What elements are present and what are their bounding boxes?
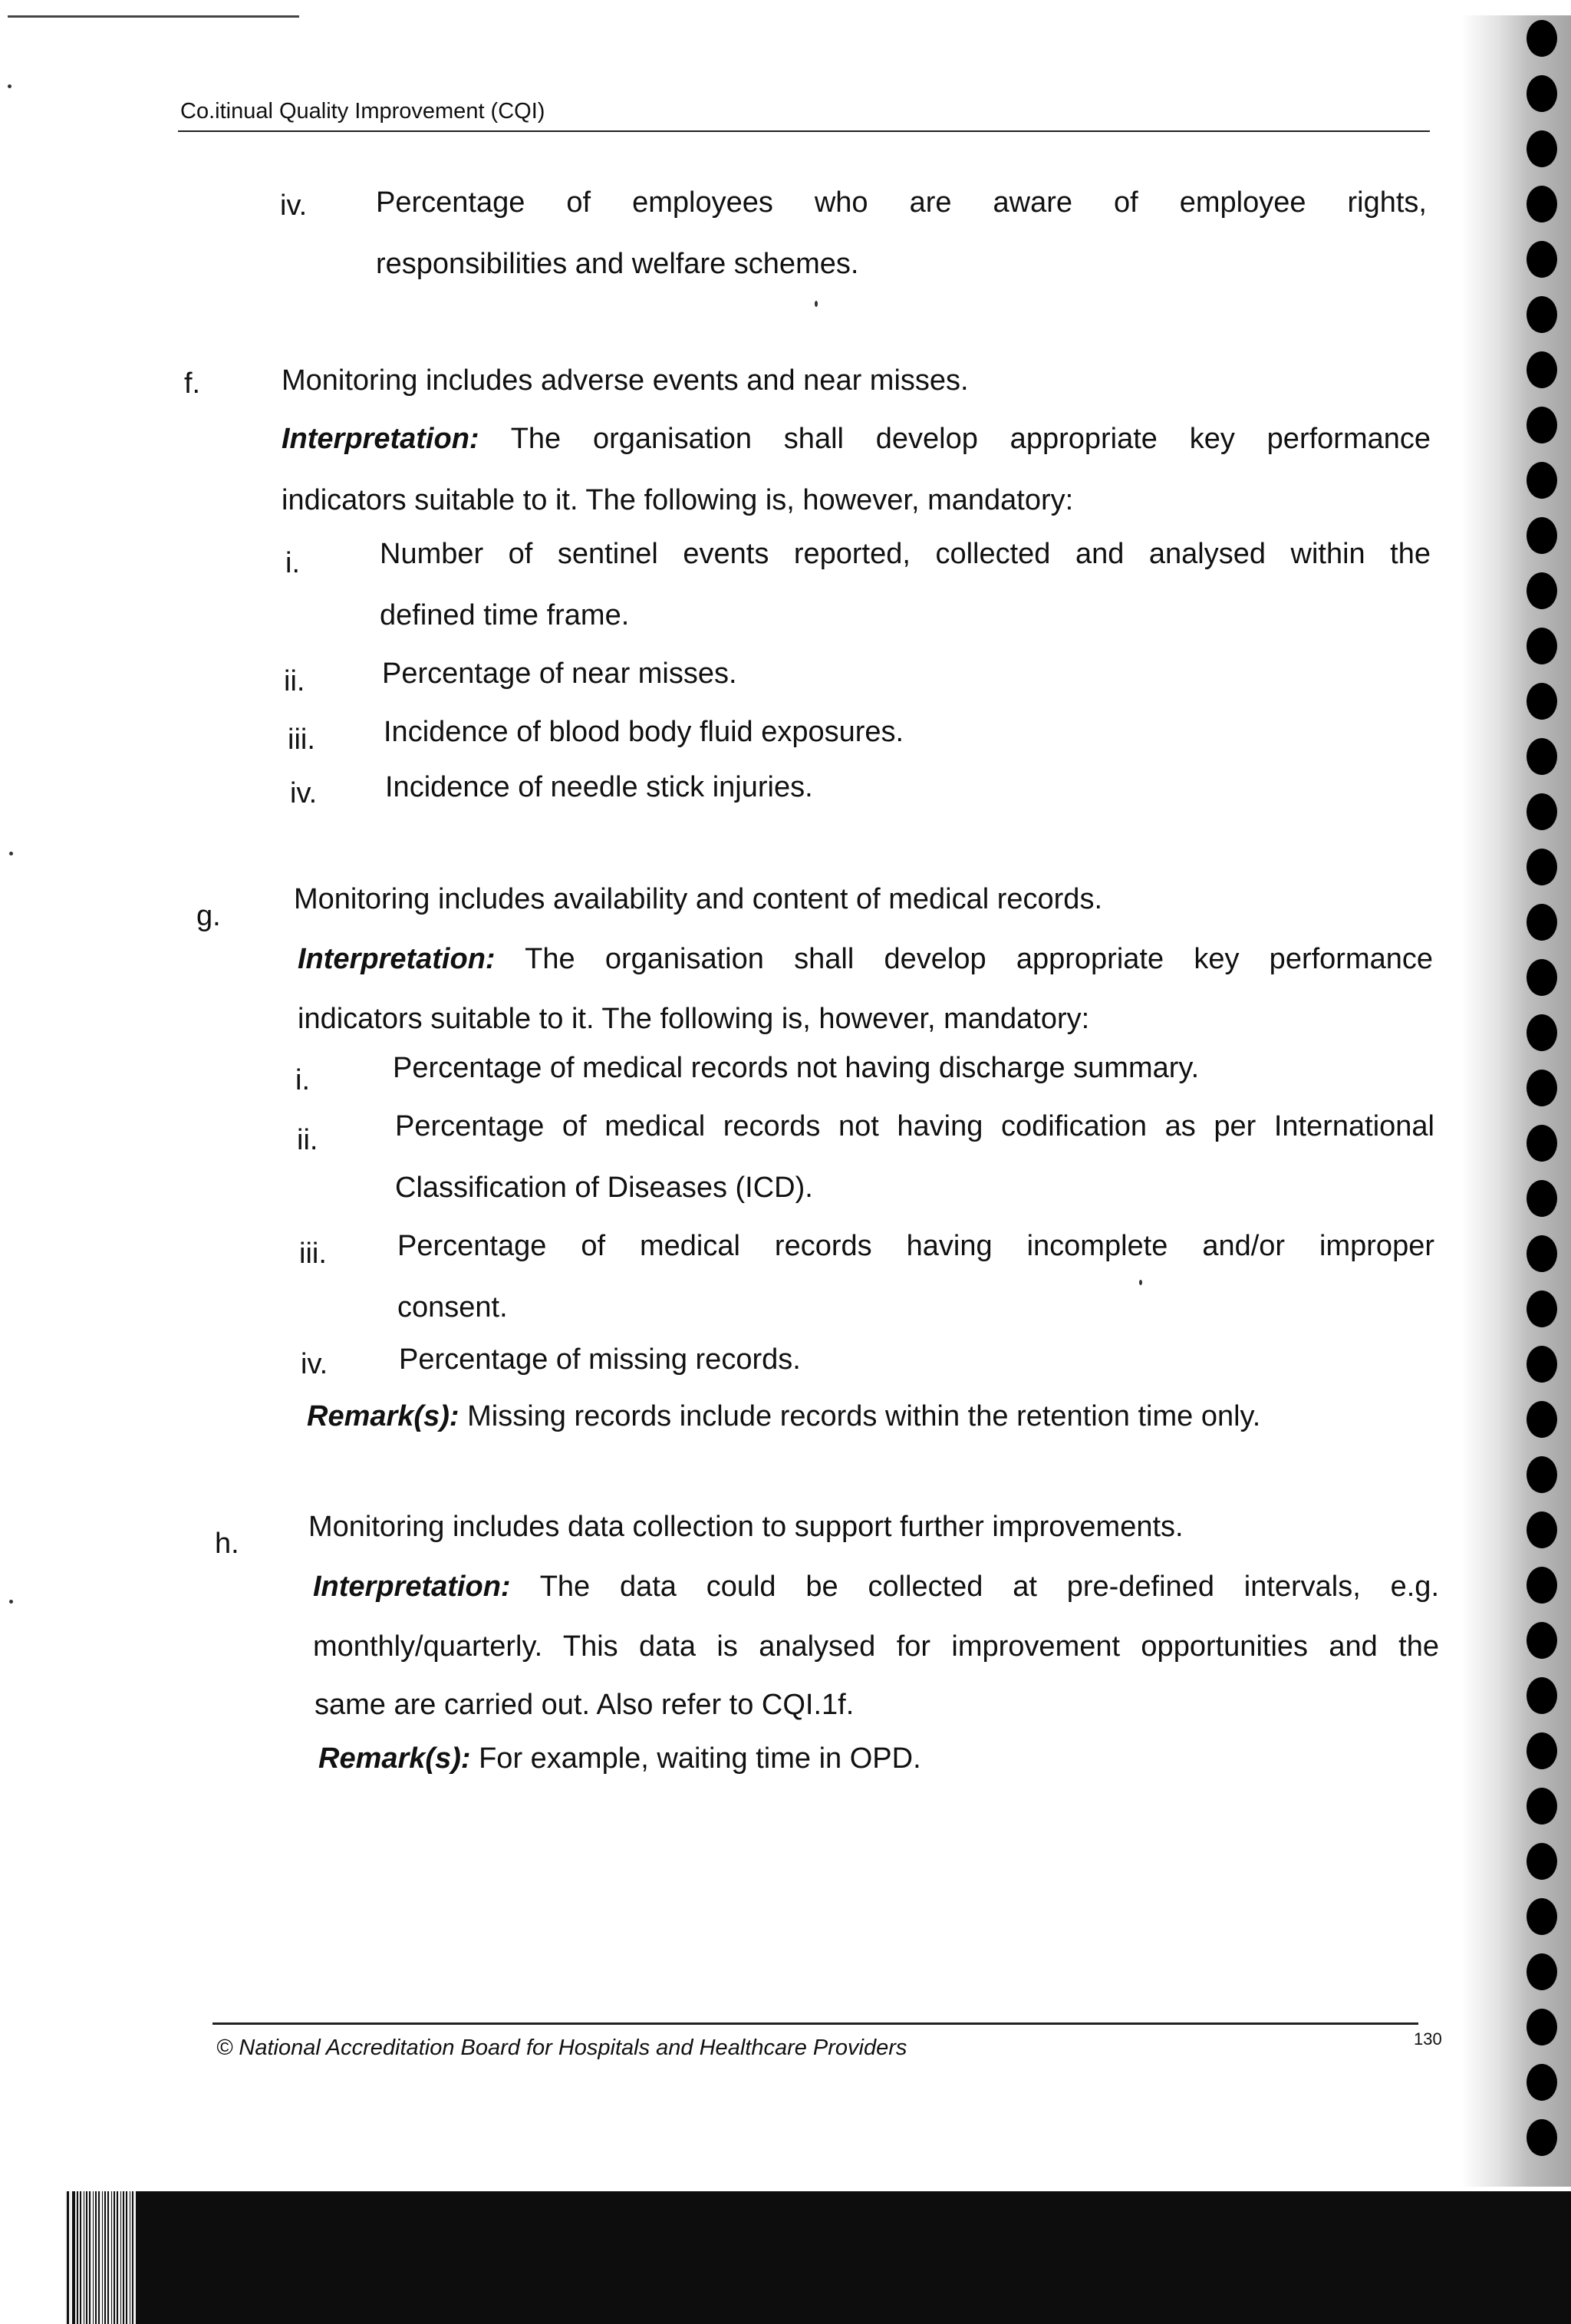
list-item-text: Number of sentinel events reported, collected and analysed within the <box>380 538 1431 570</box>
binding-hole <box>1527 241 1557 278</box>
list-numeral: i. <box>295 1064 310 1096</box>
binding-hole <box>1527 1401 1557 1438</box>
binding-hole <box>1527 1732 1557 1769</box>
binding-hole <box>1527 1898 1557 1935</box>
page-number: 130 <box>1414 2029 1442 2049</box>
list-numeral: iii. <box>288 724 315 756</box>
list-numeral: i. <box>285 547 300 579</box>
barcode-stripe <box>132 2191 133 2324</box>
list-item-text: Percentage of medical records not having codification as per International <box>395 1110 1434 1142</box>
binding-hole <box>1527 130 1557 167</box>
remark-line <box>307 1399 1260 1433</box>
list-item-text: Percentage of medical records not having discharge summary. <box>393 1052 1200 1084</box>
interpretation-paragraph <box>313 1570 1439 1604</box>
binding-hole <box>1527 1843 1557 1880</box>
binding-hole <box>1527 904 1557 941</box>
interpretation-text: The data could be collected at pre-defined intervals, e.g. <box>539 1571 1439 1603</box>
barcode-stripe <box>114 2191 115 2324</box>
interpretation-text: monthly/quarterly. This data is analysed for improvement opportunities and the <box>313 1630 1439 1663</box>
remark-line <box>318 1742 921 1775</box>
list-item-text: Percentage of near misses. <box>382 658 737 690</box>
list-item-text: Percentage of medical records having incomplete and/or improper <box>397 1230 1434 1262</box>
binding-hole <box>1527 75 1557 112</box>
section-letter: f. <box>184 368 201 400</box>
scan-speck <box>1139 1280 1142 1285</box>
interpretation-label: Interpretation: <box>298 943 496 975</box>
binding-hole <box>1527 1125 1557 1162</box>
list-item-text: Percentage of missing records. <box>399 1343 801 1376</box>
section-title: Monitoring includes availability and content of medical records. <box>294 883 1102 915</box>
list-item-text: consent. <box>397 1291 508 1324</box>
barcode-stripe <box>86 2191 87 2324</box>
binding-hole <box>1527 683 1557 720</box>
barcode-stripe <box>111 2191 112 2324</box>
binding-hole <box>1527 1511 1557 1548</box>
interpretation-text: The organisation shall develop appropriate key performance <box>525 943 1434 975</box>
binding-hole <box>1527 1567 1557 1604</box>
interpretation-text: indicators suitable to it. The following is, however, mandatory: <box>298 1003 1090 1035</box>
binding-hole <box>1527 186 1557 223</box>
remark-label: Remark(s): <box>307 1400 459 1432</box>
binding-hole <box>1527 1456 1557 1493</box>
barcode-stripe <box>123 2191 124 2324</box>
top-scan-rule <box>8 15 299 18</box>
footer-rule <box>212 2022 1418 2025</box>
binding-hole <box>1527 2064 1557 2101</box>
binding-hole <box>1527 1346 1557 1383</box>
list-item-text: Incidence of blood body fluid exposures. <box>384 716 904 748</box>
list-numeral: ii. <box>297 1124 318 1156</box>
list-item-text: Classification of Diseases (ICD). <box>395 1172 813 1204</box>
binding-hole <box>1527 1070 1557 1106</box>
binding-hole <box>1527 407 1557 443</box>
interpretation-text: The organisation shall develop appropriate key performance <box>510 423 1431 455</box>
binding-hole <box>1527 959 1557 996</box>
barcode-stripe <box>117 2191 118 2324</box>
binding-hole <box>1527 517 1557 554</box>
barcode-stripe <box>104 2191 106 2324</box>
binding-hole <box>1527 462 1557 499</box>
section-title: Monitoring includes adverse events and near misses. <box>282 364 969 397</box>
list-numeral: ii. <box>284 665 305 697</box>
barcode-stripe <box>98 2191 100 2324</box>
binding-hole <box>1527 738 1557 775</box>
list-item-text: Percentage of employees who are aware of employee rights, <box>376 186 1427 219</box>
barcode-stripe <box>80 2191 81 2324</box>
binding-hole <box>1527 1014 1557 1051</box>
binding-hole <box>1527 849 1557 885</box>
barcode-stripe <box>67 2191 69 2324</box>
scan-speck <box>8 84 12 88</box>
scan-speck <box>9 852 13 855</box>
list-numeral: iv. <box>290 777 318 809</box>
binding-hole <box>1527 1953 1557 1990</box>
binding-hole <box>1527 20 1557 57</box>
barcode-stripe <box>107 2191 109 2324</box>
section-title: Monitoring includes data collection to support further improvements. <box>308 1511 1184 1543</box>
barcode-stripe <box>72 2191 75 2324</box>
section-letter: h. <box>215 1528 239 1560</box>
remark-label: Remark(s): <box>318 1742 471 1775</box>
binding-hole <box>1527 1622 1557 1659</box>
list-numeral: iv. <box>301 1348 328 1380</box>
barcode-stripe <box>120 2191 121 2324</box>
section-letter: g. <box>196 900 221 932</box>
binding-hole <box>1527 351 1557 388</box>
remark-text: For example, waiting time in OPD. <box>479 1742 921 1775</box>
binding-hole <box>1527 1180 1557 1217</box>
interpretation-text: indicators suitable to it. The following is, however, mandatory: <box>282 484 1074 516</box>
list-item-text: Incidence of needle stick injuries. <box>385 771 813 803</box>
scan-speck <box>9 1600 13 1604</box>
scan-bottom-band <box>65 2191 1571 2324</box>
binding-hole <box>1527 1788 1557 1825</box>
interpretation-paragraph <box>298 942 1433 976</box>
binding-hole <box>1527 2009 1557 2045</box>
header-rule <box>178 130 1430 132</box>
list-item-text: responsibilities and welfare schemes. <box>376 248 859 280</box>
scan-speck <box>815 301 818 307</box>
barcode-stripe <box>93 2191 94 2324</box>
barcode-stripe <box>89 2191 91 2324</box>
list-numeral: iv. <box>280 190 308 222</box>
binding-hole <box>1527 793 1557 830</box>
barcode-stripe <box>95 2191 97 2324</box>
interpretation-paragraph <box>282 422 1431 456</box>
binding-hole <box>1527 572 1557 609</box>
binding-hole <box>1527 2119 1557 2156</box>
binding-hole <box>1527 296 1557 333</box>
barcode-stripe <box>102 2191 103 2324</box>
binding-hole <box>1527 1235 1557 1272</box>
list-numeral: iii. <box>299 1238 327 1270</box>
spiral-binding <box>1461 15 1571 2187</box>
interpretation-label: Interpretation: <box>282 423 479 455</box>
list-item-text: defined time frame. <box>380 599 630 631</box>
barcode-stripe <box>77 2191 78 2324</box>
footer-copyright: © National Accreditation Board for Hospitals and Healthcare Providers <box>216 2036 907 2060</box>
page-header: Co.itinual Quality Improvement (CQI) <box>180 99 545 124</box>
remark-text: Missing records include records within the retention time only. <box>467 1400 1261 1432</box>
interpretation-text: same are carried out. Also refer to CQI.1f. <box>315 1689 855 1721</box>
binding-hole <box>1527 1291 1557 1327</box>
barcode-stripe <box>126 2191 127 2324</box>
binding-hole <box>1527 1677 1557 1714</box>
scan-barcode-artifact <box>65 2191 136 2324</box>
binding-hole <box>1527 628 1557 664</box>
interpretation-label: Interpretation: <box>313 1571 511 1603</box>
